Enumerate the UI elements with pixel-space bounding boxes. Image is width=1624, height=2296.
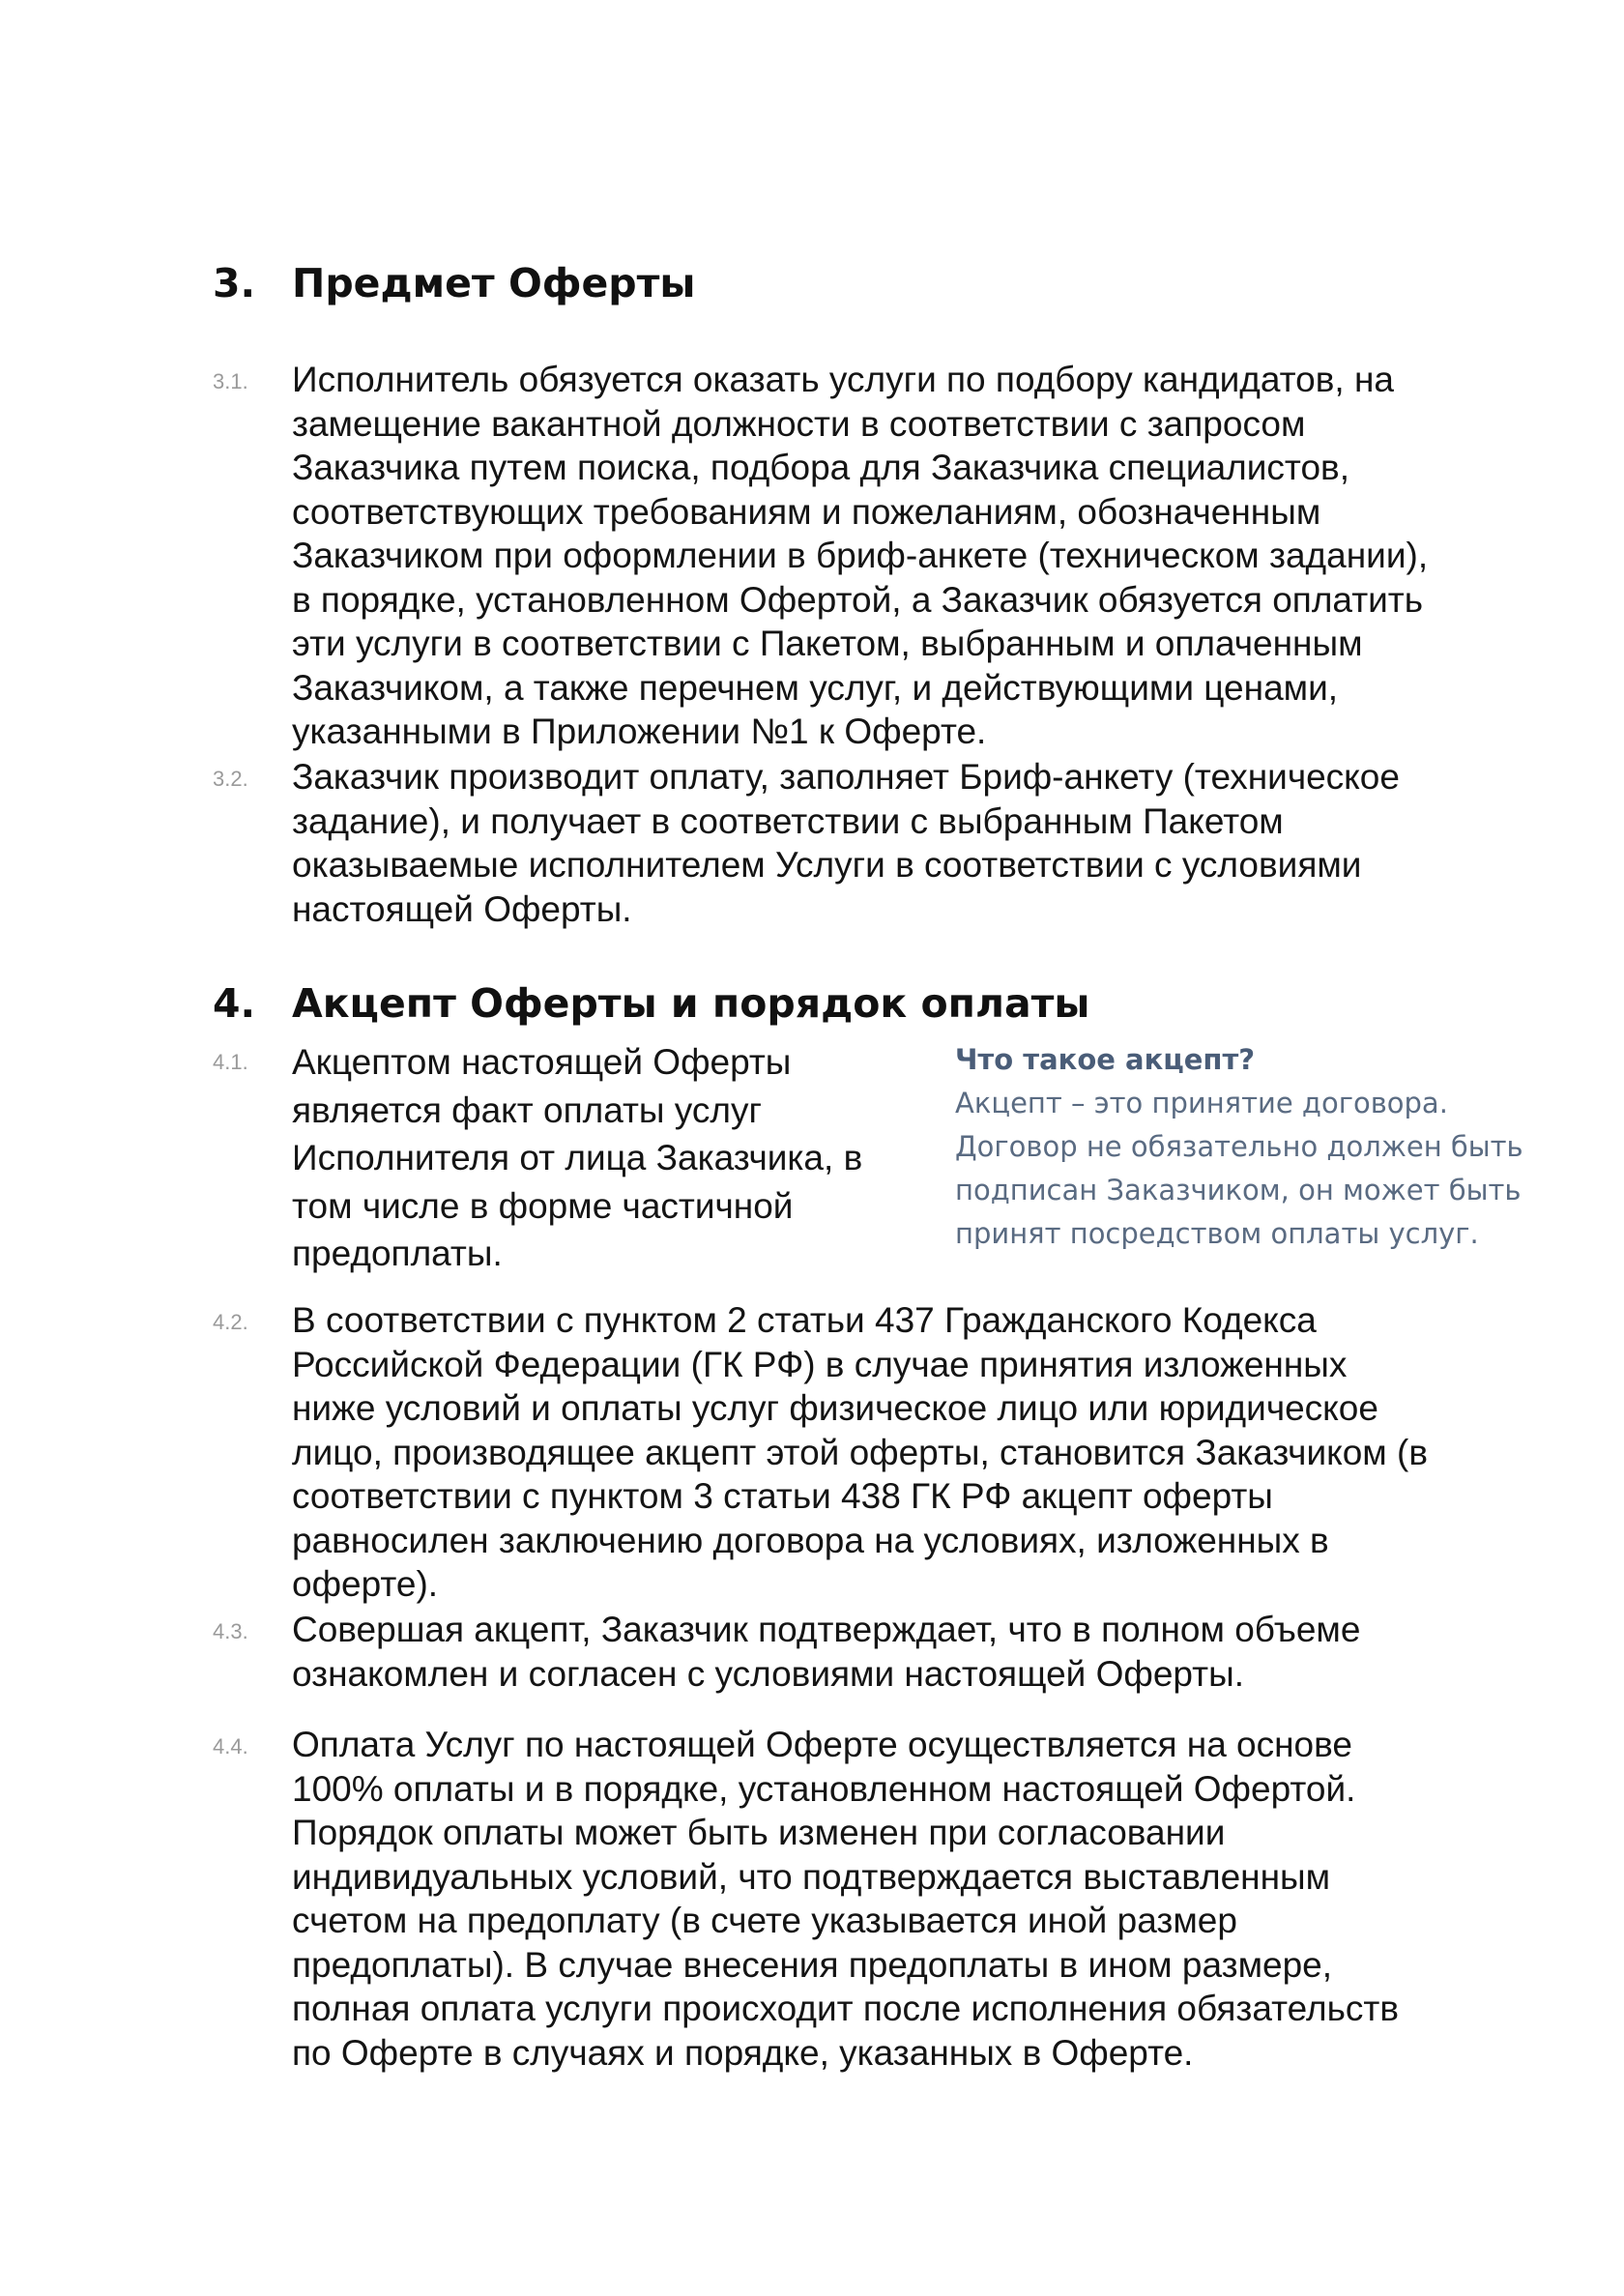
section-4-title: Акцепт Оферты и порядок оплаты [292, 980, 1090, 1027]
section-4-number: 4. [213, 980, 256, 1027]
clause-text: Исполнитель обязуется оказать услуги по подбору кандидатов, на замещение вакантной должности в соответствии с запросом Заказчика путем поиска, подбора для Заказчика специалистов, соответствующих требованиям и пожеланиям, обозначенным Заказчиком при оформлении в бриф-анкете (техническом задании), в порядке, установленном Офертой, а Заказчик обязуется оплатить эти услуги в соответствии с Пакетом, выбранным и оплаченным Заказчиком, а также перечнем услуг, и действующими ценами, указанными в Приложении №1 к Оферте. [292, 360, 1429, 751]
acceptance-note-title: Что такое акцепт? [955, 1043, 1256, 1076]
section-3-number: 3. [213, 260, 256, 306]
clause-number: 4.4. [213, 1734, 248, 1758]
section-3-title: Предмет Оферты [292, 260, 696, 306]
clause-text: Оплата Услуг по настоящей Оферте осуществляется на основе 100% оплаты и в порядке, установленном настоящей Офертой. Порядок оплаты может быть изменен при согласовании индивидуальных условий, что подтверждается выставленным счетом на предоплату (в счете указывается иной размер предоплаты). В случае внесения предоплаты в ином размере, полная оплата услуги происходит после исполнения обязательств по Оферте в случаях и порядке, указанных в Оферте. [292, 1725, 1399, 2073]
acceptance-note [955, 1038, 1574, 1256]
clause-text: В соответствии с пунктом 2 статьи 437 Гражданского Кодекса Российской Федерации (ГК РФ) в случае принятия изложенных ниже условий и оплаты услуг физическое лицо или юридическое лицо, производящее акцепт этой оферты, становится Заказчиком (в соответствии с пунктом 3 статьи 438 ГК РФ акцепт оферты равносилен заключению договора на условиях, изложенных в оферте). [292, 1300, 1428, 1604]
acceptance-note-body: Акцепт – это принятие договора. Договор не обязательно должен быть подписан Заказчиком, он может быть принят посредством оплаты услуг. [955, 1087, 1523, 1250]
clause-text: Заказчик производит оплату, заполняет Бриф-анкету (техническое задание), и получает в соответствии с выбранным Пакетом оказываемые исполнителем Услуги в соответствии с условиями настоящей Оферты. [292, 757, 1400, 929]
clause-number: 4.3. [213, 1619, 248, 1643]
clause-number: 3.2. [213, 767, 248, 791]
clause-text: Акцептом настоящей Оферты является факт оплаты услуг Исполнителя от лица Заказчика, в том числе в форме частичной предоплаты. [292, 1042, 863, 1273]
clause-number: 4.1. [213, 1050, 248, 1074]
clause-text: Совершая акцепт, Заказчик подтверждает, что в полном объеме ознакомлен и согласен с условиями настоящей Оферты. [292, 1610, 1361, 1694]
clause-number: 4.2. [213, 1310, 248, 1334]
clause-number: 3.1. [213, 369, 248, 393]
